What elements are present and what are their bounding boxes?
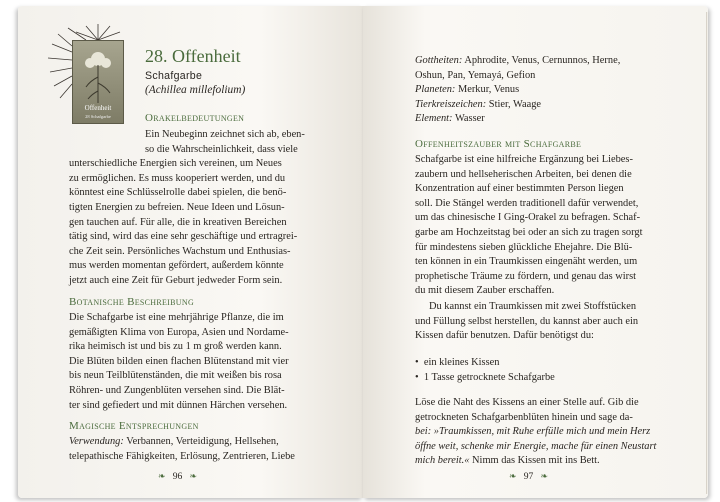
orakel-heading-wrap (145, 112, 244, 124)
leaf-icon: ❧ (158, 471, 166, 481)
kissen-text: Du kannst ein Traumkissen mit zwei Stoffstücken und Füllung selbst herstellen, du kannst aber auch ein Kissen dafür benutzen. Dafür benötigst du: (415, 301, 639, 342)
botanik-section: Botanische Beschreibung Die Schafgarbe ist eine mehrjährige Pflanze, die im gemäßigten Klima von Europa, Asien und Nordame- rika heimisch ist und bis zu 1 m groß werden kann. Die Blüten bilden einen flachen Blütenstand mit vier bis neun Teilblütenständen, die mit weißen bis rosa Röhren- und Zungenblüten versehen sind. Die Blät- ter sind gefiedert und mit dünnen Härchen versehen. (69, 296, 339, 413)
page-title: 28. Offenheit (145, 46, 241, 66)
orakel-text: Ein Neubeginn zeichnet sich ab, eben- so die Wahrscheinlichkeit, dass viele unterschiedliche Energien sich vereinen, um Neues zu ermöglichen. Es muss kooperiert werden, und du könntest eine Schlüsselrolle dabei spielen, die benö- tigten Energien zu befreien. Neue Ideen und Lösun- gen tauchen auf. Für alle, die in kreativen Bereichen tätig sind, wird das eine sehr geschäftige und ertragrei- che Zeit sein. Persönliches Wachstum und Enthusias- mus werden momentan gefördert, außerdem könnte jetzt auch eine Zeit für Geburt jedweder Form sein. (69, 129, 305, 286)
left-page (18, 6, 363, 498)
page-edge (706, 12, 708, 494)
section-heading-zauber: Offenheitszauber mit Schafgarbe (415, 138, 582, 150)
plant-name: Schafgarbe (145, 70, 203, 82)
page-footer-left (158, 471, 197, 482)
ingredients-list (415, 356, 687, 385)
leaf-icon: ❧ (540, 471, 549, 481)
list-item: • 1 Tasse getrocknete Schafgarbe (415, 371, 555, 383)
section-heading-orakel: Orakelbedeutungen (145, 112, 245, 124)
leaf-icon: ❧ (189, 471, 198, 481)
card-subtitle: 28 Schafgarbe (85, 114, 111, 119)
leaf-icon: ❧ (509, 471, 517, 481)
section-heading-magisch: Magische Entsprechungen (69, 420, 199, 432)
page-footer-right (509, 471, 548, 482)
card-name: Offenheit (84, 104, 112, 112)
yarrow-flower-icon (73, 45, 123, 105)
card-illustration (46, 22, 136, 122)
loese-text: Löse die Naht des Kissens an einer Stelle auf. Gib die getrockneten Schafgarbenblüten hinein und sage da- bei: »Traumkissen, mit Ruhe erfülle mich und mein Herz öffne weit, schenke mir Energie, mache für einen Neustart mich bereit.« Nimm das Kissen mit ins Bett. (415, 397, 657, 467)
oracle-card (72, 40, 124, 124)
page-number: 97 (523, 471, 534, 482)
page-number: 96 (172, 471, 183, 482)
right-page (363, 6, 708, 498)
magisch-section: Magische Entsprechungen Verwendung: Verbannen, Verteidigung, Hellsehen, telepathische Fähigkeiten, Erlösung, Zentrieren, Liebe (69, 420, 339, 464)
entsprechungen-list: Gottheiten: Aphrodite, Venus, Cernunnos, Herne, Oshun, Pan, Yemayá, Gefion Planeten: Merkur, Venus Tierkreiszeichen: Stier, Waage Element: Wasser (415, 55, 621, 125)
section-heading-botanik: Botanische Beschreibung (69, 296, 195, 308)
list-item: • ein kleines Kissen (415, 357, 500, 368)
zauber-section: Offenheitszauber mit Schafgarbe Schafgarbe ist eine hilfreiche Ergänzung bei Liebes- zaubern und hellseherischen Arbeiten, bei denen die Konzentration auf einer bestimmten Person liegen soll. Die Stängel werden traditionell dafür verwendet, um das chinesische I Ging-Orakel zu befragen. Schaf- garbe am Hochzeitstag bei oder an sich zu tragen sorgt für mindestens sieben glückliche Ehejahre. Die Blü- ten können in ein Traumkissen eingenäht werden, um prophetische Träume zu fördern, und genau das wirst du mit diesem Zauber erschaffen. (415, 138, 687, 299)
open-book (18, 6, 708, 498)
latin-name: (Achillea millefolium) (145, 84, 246, 96)
